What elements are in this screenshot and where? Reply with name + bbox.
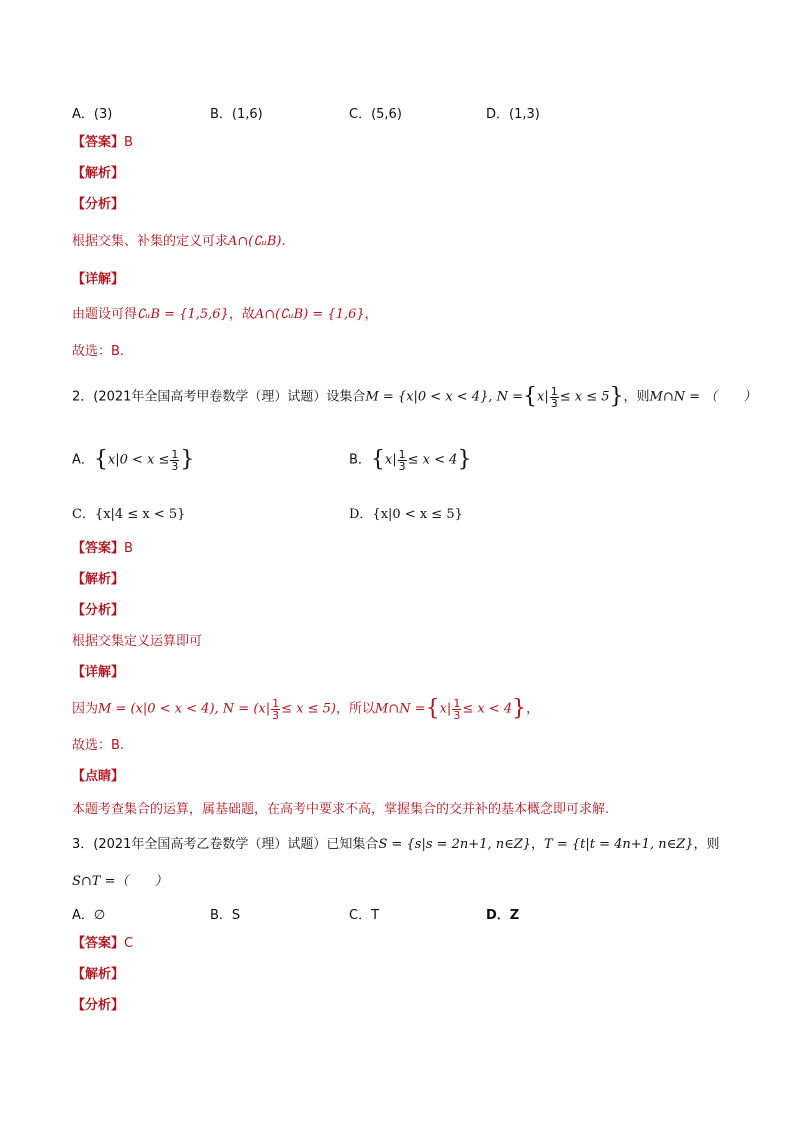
q2-detail-tag: 【详解】 — [72, 665, 125, 680]
q1-option-d: D．(1,3) — [486, 107, 540, 122]
q3-fenxi-tag: 【分析】 — [72, 998, 125, 1013]
fraction: $\frac{1}{3}$ — [550, 384, 558, 410]
q1-detail-text: 由题设可得∁ᵤB = {1,5,6}，故A∩(∁ᵤB) = {1,6}， — [72, 307, 378, 322]
q3-option-b: B．S — [210, 908, 241, 923]
q2-comment: 本题考查集合的运算，属基础题，在高考中要求不高，掌握集合的交并补的基本概念即可求解. — [72, 802, 610, 817]
q3-option-c: C．T — [349, 908, 380, 923]
q3-analysis-tag: 【解析】 — [72, 967, 125, 982]
q2-option-a: A．{x|0 < x ≤ $\frac{1}{3}$ } — [72, 447, 195, 473]
q1-option-b: B．(1,6) — [210, 107, 263, 122]
q1-detail-tag: 【详解】 — [72, 272, 125, 287]
q3-answer: 【答案】C — [72, 936, 134, 951]
q2-choice: 故选：B. — [72, 738, 125, 753]
q2-option-c: C．{x|4 ≤ x < 5} — [72, 507, 186, 522]
q1-answer — [72, 134, 133, 152]
q3-option-a: A．∅ — [72, 908, 106, 923]
q2-answer: 【答案】B — [72, 541, 133, 556]
answer-value: B — [124, 135, 133, 150]
q2-fenxi-text: 根据交集定义运算即可 — [72, 634, 203, 649]
q2-detail-text: 因为M = (x|0 < x < 4), N = (x| $\frac{1}{3}$ ≤ x ≤ 5)，所以M∩N ={x| $\frac{1}{3}$ ≤ x < 4}， — [72, 696, 540, 722]
q1-choice: 故选：B. — [72, 344, 125, 359]
q3-stem: 3．(2021年全国高考乙卷数学（理）试题）已知集合S = {s|s = 2n+1, n∈Z}，T = {t|t = 4n+1, n∈Z}，则 — [72, 837, 720, 852]
q2-analysis-tag: 【解析】 — [72, 572, 125, 587]
answer-tag: 【答案】 — [72, 135, 125, 150]
q2-comment-tag: 【点睛】 — [72, 769, 125, 784]
q1-fenxi-tag: 【分析】 — [72, 197, 125, 212]
q2-stem: 2．(2021年全国高考甲卷数学（理）试题）设集合M = {x|0 < x < 4}, N ={x| $\frac{1}{3}$ ≤ x ≤ 5}，则M∩N = （ ） — [72, 384, 757, 410]
q2-option-d: D．{x|0 < x ≤ 5} — [349, 507, 463, 522]
q2-fenxi-tag: 【分析】 — [72, 603, 125, 618]
q1-fenxi-text: 根据交集、补集的定义可求A∩(∁ᵤB). — [72, 234, 286, 249]
q1-analysis-tag: 【解析】 — [72, 166, 125, 181]
q3-stem-line2: S∩T =（ ） — [72, 874, 168, 889]
q3-option-d: D．Z — [486, 908, 520, 923]
q1-option-c: C．(5,6) — [349, 107, 402, 122]
q2-option-b: B．{x| $\frac{1}{3}$ ≤ x < 4} — [349, 447, 472, 473]
q1-option-a: A．(3) — [72, 107, 113, 122]
